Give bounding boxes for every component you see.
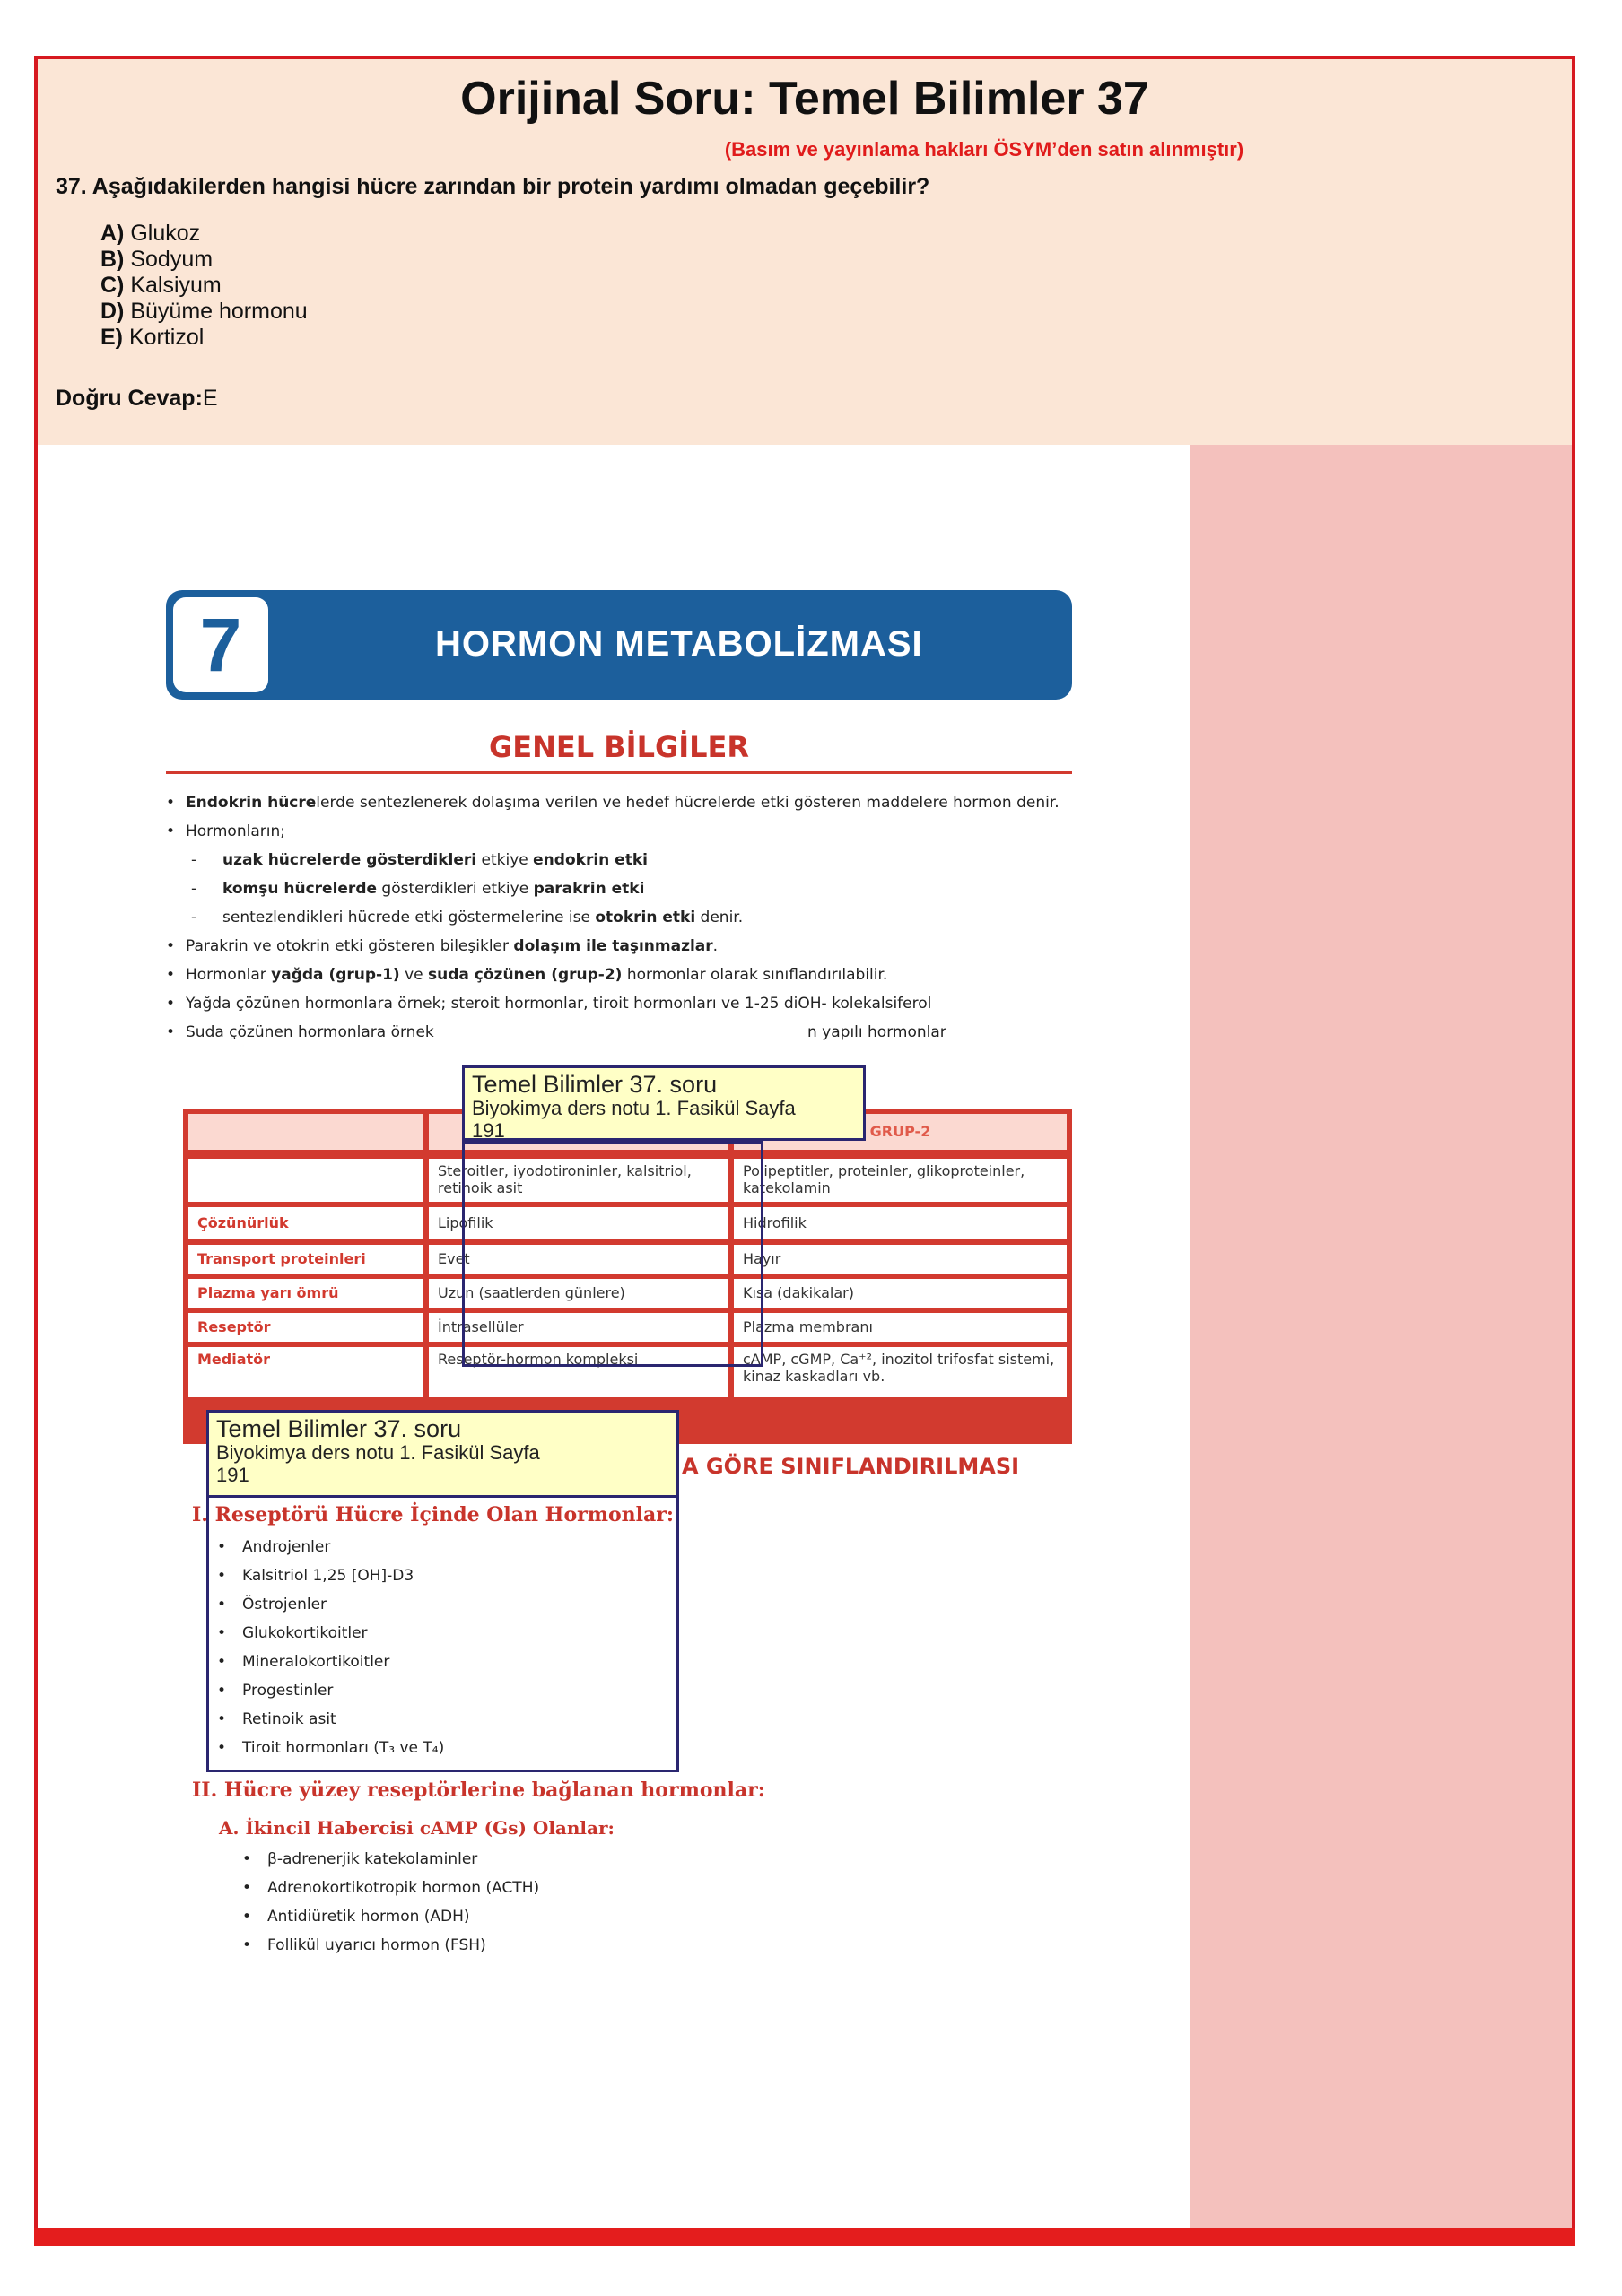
classification-heading: A GÖRE SINIFLANDIRILMASI: [682, 1454, 1020, 1479]
table-cell: Plazma membranı: [734, 1313, 1067, 1342]
bullet-item: [166, 961, 1072, 989]
list-item-text: Tiroit hormonları (T₃ ve T₄): [242, 1739, 445, 1757]
bullet-item: [166, 903, 1072, 932]
bullet-text-part: ve: [399, 966, 429, 984]
table-cell: Hayır: [734, 1245, 1067, 1274]
bullet-text-part: gösterdikleri etkiye: [377, 880, 534, 898]
list-bullet: •: [217, 1624, 227, 1642]
chapter-number: 7: [173, 597, 268, 692]
option-a: A) Glukoz: [100, 221, 201, 246]
table-cell: Reseptör: [188, 1313, 423, 1342]
question-text: 37. Aşağıdakilerden hangisi hücre zarından bir protein yardımı olmadan geçebilir?: [56, 174, 930, 199]
table-cell: [188, 1114, 423, 1150]
bullet-marker: -: [191, 851, 197, 869]
table-cell: Transport proteinleri: [188, 1245, 423, 1274]
bullet-text-part: endokrin etki: [533, 851, 648, 869]
bullet-item: [166, 817, 1072, 846]
list-item-text: Androjenler: [242, 1538, 331, 1556]
bullet-text-part: suda çözünen (grup-2): [428, 966, 623, 984]
bullet-text-part: etkiye: [476, 851, 534, 869]
bullet-text-part: otokrin etki: [595, 909, 696, 926]
table-cell: Uzun (saatlerden günlere): [429, 1279, 728, 1308]
bullet-item: [166, 932, 1072, 961]
note-2-source: Biyokimya ders notu 1. Fasikül Sayfa: [216, 1441, 540, 1464]
bullet-item: [166, 846, 1072, 874]
table-cell: Evet: [429, 1245, 728, 1274]
bullet-text: [166, 966, 887, 984]
note-1-page: 191: [472, 1119, 505, 1142]
note-1-title: Temel Bilimler 37. soru: [472, 1071, 718, 1098]
list-item-text: Mineralokortikoitler: [242, 1653, 390, 1671]
bullet-text-part: Yağda çözünen hormonlara örnek; steroit hormonlar, tiroit hormonları ve 1-25 diOH- kolekalsiferol: [186, 995, 932, 1013]
bullet-text-part: komşu hücrelerde: [222, 880, 378, 898]
table-cell: Çözünürlük: [188, 1207, 423, 1239]
list-bullet: •: [217, 1739, 227, 1757]
list-bullet: •: [242, 1850, 252, 1868]
list-item: [242, 1931, 539, 1960]
correct-answer: Doğru Cevap:E: [56, 386, 218, 411]
bullet-text: [166, 995, 931, 1013]
footer-bar: [34, 2228, 1575, 2246]
table-cell: Mediatör: [188, 1347, 423, 1397]
table-cell: Reseptör-hormon kompleksi: [429, 1347, 728, 1397]
list-item: [242, 1902, 539, 1931]
highlight-box-section-1: [206, 1489, 679, 1772]
bullet-text-part: lerde sentezlenerek dolaşıma verilen ve hedef hücrelerde etki gösteren maddelere hormon denir.: [316, 794, 1060, 812]
bullet-marker: •: [166, 1023, 176, 1041]
list-bullet: •: [242, 1879, 252, 1897]
annotation-note-2: [206, 1410, 679, 1498]
bullet-marker: •: [166, 937, 176, 955]
bullet-marker: •: [166, 995, 176, 1013]
list-item-text: Glukokortikoitler: [242, 1624, 368, 1642]
list-item-text: Adrenokortikotropik hormon (ACTH): [267, 1879, 540, 1897]
list-item-text: Progestinler: [242, 1682, 334, 1700]
table-cell: Kısa (dakikalar): [734, 1279, 1067, 1308]
bullet-text-part: Parakrin ve otokrin etki gösteren bileşikler: [186, 937, 514, 955]
chapter-title: HORMON METABOLİZMASI: [435, 624, 923, 664]
list-item: [242, 1845, 539, 1874]
list-bullet: •: [217, 1567, 227, 1585]
list-item-text: Retinoik asit: [242, 1710, 336, 1728]
section-heading: GENEL BİLGİLER: [488, 730, 750, 764]
bullet-text-part: yağda (grup-1): [271, 966, 400, 984]
list-item: [242, 1874, 539, 1902]
question-header: [38, 59, 1572, 445]
chapter-banner: [166, 590, 1072, 700]
table-cell: [188, 1159, 423, 1202]
list-item-text: β-adrenerjik katekolaminler: [267, 1850, 478, 1868]
page-side-panel: [1190, 445, 1572, 2242]
table-cell: Lipofilik: [429, 1207, 728, 1239]
list-bullet: •: [217, 1596, 227, 1613]
list-bullet: •: [217, 1538, 227, 1556]
answer-options: [100, 221, 308, 351]
bullet-text-part: sentezlendikleri hücrede etki göstermelerine ise: [222, 909, 596, 926]
table-cell: Hidrofilik: [734, 1207, 1067, 1239]
bullet-text: [215, 909, 743, 926]
list-item-text: Kalsitriol 1,25 [OH]-D3: [242, 1567, 414, 1585]
book-page: [38, 445, 1190, 2242]
bullet-item: [166, 989, 1072, 1018]
bullet-text: [166, 822, 285, 840]
bullet-text-part: denir.: [695, 909, 744, 926]
bullet-text-part: parakrin etki: [533, 880, 645, 898]
bullet-text: [166, 1023, 434, 1041]
list-bullet: •: [242, 1908, 252, 1926]
section-divider: [166, 771, 1072, 774]
table-cell: Polipeptitler, proteinler, glikoproteinler, katekolamin: [734, 1159, 1067, 1202]
bullet-text-part: Endokrin hücre: [186, 794, 317, 812]
bullet-text: [166, 937, 718, 955]
option-b: B) Sodyum: [100, 247, 214, 272]
annotation-note-1: [462, 1065, 866, 1141]
table-cell: cAMP, cGMP, Ca⁺², inozitol trifosfat sistemi, kinaz kaskadları vb.: [734, 1347, 1067, 1397]
section-2a-title: A. İkincil Habercisi cAMP (Gs) Olanlar:: [219, 1817, 615, 1839]
bullet-text-part: .: [712, 937, 719, 955]
bullet-text-part: hormonlar olarak sınıflandırılabilir.: [622, 966, 888, 984]
table-cell: GRUP-2: [734, 1114, 1067, 1150]
table-cell: İntrasellüler: [429, 1313, 728, 1342]
note-1-source: Biyokimya ders notu 1. Fasikül Sayfa: [472, 1097, 796, 1119]
list-item-text: Follikül uyarıcı hormon (FSH): [267, 1936, 486, 1954]
bullet-marker: •: [166, 794, 176, 812]
bullet-text: [215, 880, 644, 898]
bullet-marker: -: [191, 880, 197, 898]
page-title: Orijinal Soru: Temel Bilimler 37: [460, 73, 1149, 125]
bullet-marker: •: [166, 966, 176, 984]
bullet-text-part: uzak hücrelerde gösterdikleri: [222, 851, 477, 869]
list-bullet: •: [217, 1682, 227, 1700]
option-c: C) Kalsiyum: [100, 273, 222, 298]
bullet-text: [166, 794, 1060, 812]
list-item-text: Östrojenler: [242, 1596, 327, 1613]
list-bullet: •: [217, 1653, 227, 1671]
note-2-page: 191: [216, 1464, 249, 1486]
bullet-text-part: dolaşım ile taşınmazlar: [513, 937, 713, 955]
option-d: D) Büyüme hormonu: [100, 299, 308, 324]
bullet-text-part: Hormonların;: [186, 822, 285, 840]
bullet-marker: •: [166, 822, 176, 840]
list-item-text: Antidiüretik hormon (ADH): [267, 1908, 470, 1926]
table-cell: Plazma yarı ömrü: [188, 1279, 423, 1308]
highlight-box-grup1: [462, 1141, 763, 1367]
bullet-text-part: Hormonlar: [186, 966, 272, 984]
page-frame: [34, 56, 1575, 2242]
bullet-text: [215, 851, 648, 869]
section-2-title: II. Hücre yüzey reseptörlerine bağlanan hormonlar:: [192, 1779, 765, 1802]
option-e: E) Kortizol: [100, 325, 205, 350]
bullet-tail-text: n yapılı hormonlar: [807, 1023, 946, 1041]
list-bullet: •: [217, 1710, 227, 1728]
section-1-title: I. Reseptörü Hücre İçinde Olan Hormonlar:: [192, 1503, 674, 1526]
rights-notice: (Basım ve yayınlama hakları ÖSYM’den satın alınmıştır): [724, 138, 1244, 161]
bullet-item: [166, 874, 1072, 903]
bullet-marker: -: [191, 909, 197, 926]
note-2-title: Temel Bilimler 37. soru: [216, 1415, 462, 1442]
table-cell: Steroitler, iyodotironinler, kalsitriol, retinoik asit: [429, 1159, 728, 1202]
bullet-item: [166, 788, 1072, 817]
section-2a-list: [242, 1845, 539, 1960]
info-bullets: [166, 788, 1072, 1047]
list-bullet: •: [242, 1936, 252, 1954]
bullet-text-part: Suda çözünen hormonlara örnek: [186, 1023, 434, 1041]
